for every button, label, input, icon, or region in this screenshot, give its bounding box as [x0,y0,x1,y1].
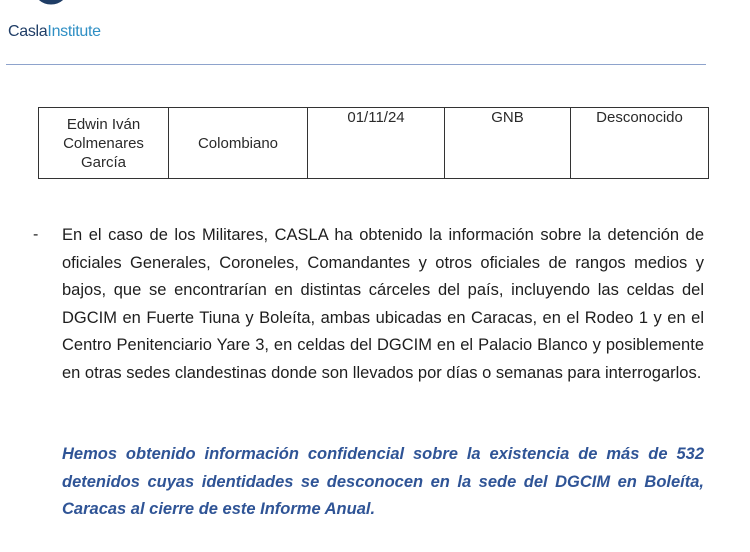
cell-location: Desconocido [571,108,709,179]
logo-wordmark-casla: Casla [8,23,48,40]
logo-wordmark [8,23,101,41]
cell-nationality: Colombiano [169,108,308,179]
detainee-table [38,107,709,179]
cell-force: GNB [445,108,571,179]
bullet-dash: - [33,226,39,243]
logo-wordmark-institute: Institute [47,23,101,40]
name-line-1: Edwin Iván [66,115,141,133]
name-line-3: García [80,153,126,171]
cell-date: 01/11/24 [308,108,445,179]
header-divider [6,64,706,65]
casla-logo-icon [32,0,70,14]
table-row [39,108,709,179]
body-paragraph: En el caso de los Militares, CASLA ha obtenido la información sobre la detención de oficiales Generales, Coroneles, Comandantes y otros oficiales de rangos medios y bajos, que se encontrarían en distintas cárceles del país, incluyendo las celdas del DGCIM en Fuerte Tiuna y Boleíta, ambas ubicadas en Caracas, en el Rodeo 1 y en el Centro Penitenciario Yare 3, en celdas del DGCIM en el Palacio Blanco y posiblemente en otras sedes clandestinas donde son llevados por días o semanas para interrogarlos. [62,226,704,382]
casla-logo [6,0,106,48]
cell-name [39,108,169,179]
highlight-paragraph: Hemos obtenido información confidencial sobre la existencia de más de 532 detenidos cuyas identidades se desconocen en la sede del DGCIM en Boleíta, Caracas al cierre de este Informe Anual. [62,445,704,518]
name-line-2: Colmenares [63,134,144,152]
